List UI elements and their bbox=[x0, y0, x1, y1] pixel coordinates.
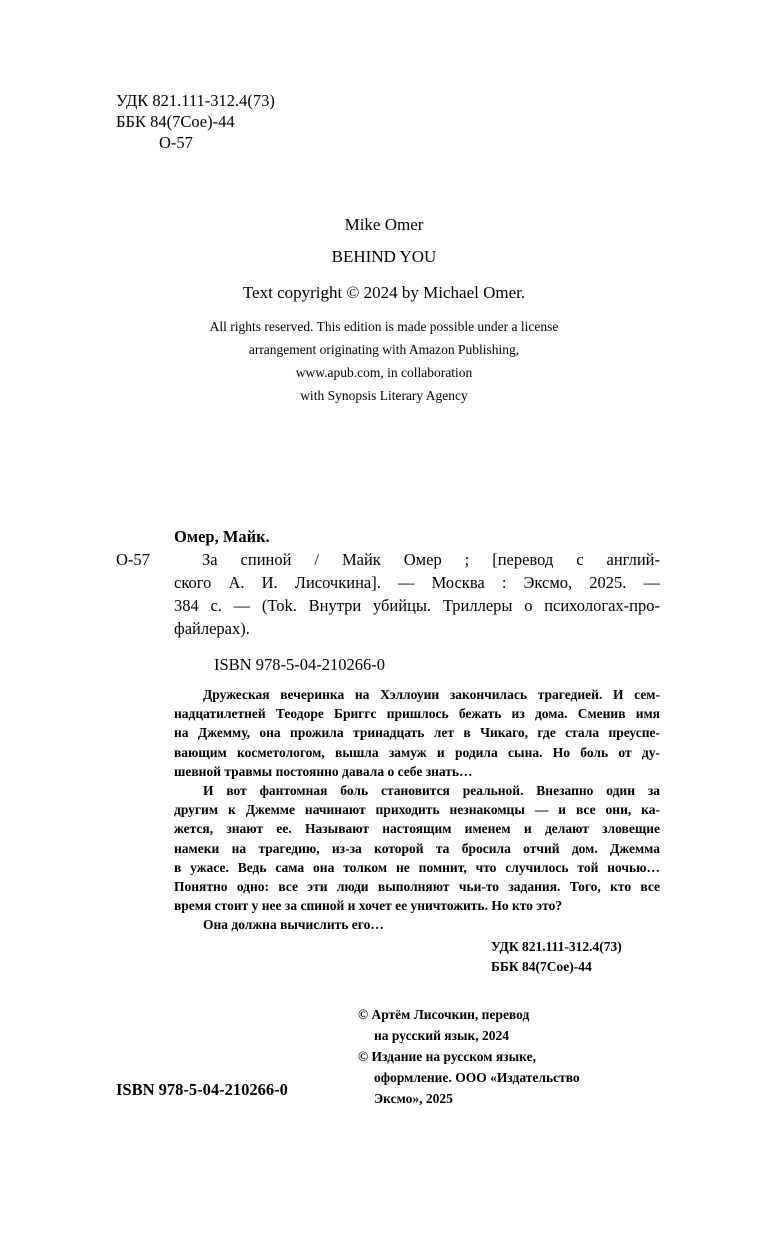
catalog-line: файлерах). bbox=[174, 619, 250, 638]
copyright-line: Эксмо», 2025 bbox=[374, 1091, 453, 1106]
rights-line: arrangement originating with Amazon Publishing, bbox=[248, 342, 520, 357]
catalog-isbn: ISBN 978-5-04-210266-0 bbox=[214, 655, 385, 674]
annotation-line: шевной травмы постоянно давала о себе знать… bbox=[174, 763, 473, 779]
annotation-line: Понятно одно: все эти люди выполняют чьи-то задания. Того, кто все bbox=[174, 879, 660, 894]
header-code: О-57 bbox=[159, 133, 193, 152]
annotation-line: надцатилетней Теодоре Бриггс пришлось бежать из дома. Сменив имя bbox=[174, 706, 660, 722]
annotation-line: Она должна вычислить его… bbox=[203, 917, 384, 933]
annotation-line: время стоит у нее за спиной и хочет ее уничтожить. Но кто это? bbox=[174, 898, 563, 914]
footer-isbn: ISBN 978-5-04-210266-0 bbox=[116, 1080, 288, 1099]
footer-udk: УДК 821.111-312.4(73) bbox=[491, 939, 622, 954]
original-title: BEHIND YOU bbox=[331, 247, 437, 266]
original-copyright: Text copyright © 2024 by Michael Omer. bbox=[242, 283, 526, 302]
rights-line: www.apub.com, in collaboration bbox=[295, 365, 473, 380]
annotation-line: в ужасе. Ведь сама она толком не помнит, что случилось той ночью… bbox=[174, 859, 660, 875]
footer-bbk: ББК 84(7Сое)-44 bbox=[491, 959, 592, 974]
annotation-line: другим к Джемме начинают приходить незнакомцы — и все они, ка- bbox=[174, 802, 660, 818]
rights-line: All rights reserved. This edition is made possible under a license bbox=[209, 319, 559, 334]
catalog-code: О-57 bbox=[116, 550, 150, 569]
annotation-line: И вот фантомная боль становится реальной. Внезапно один за bbox=[203, 783, 660, 798]
annotation-line: на Джемму, она прожила тринадцать лет в Чикаго, где стала преуспе- bbox=[174, 725, 660, 741]
rights-line: with Synopsis Literary Agency bbox=[300, 388, 468, 403]
header-udk: УДК 821.111-312.4(73) bbox=[116, 91, 275, 110]
catalog-line: 384 с. — (Tok. Внутри убийцы. Триллеры о психологах-про- bbox=[174, 596, 660, 615]
annotation-line: вающим косметологом, вышла замуж и родила сына. Но боль от ду- bbox=[174, 744, 660, 760]
header-bbk: ББК 84(7Сое)-44 bbox=[116, 112, 235, 131]
copyright-line: © Издание на русском языке, bbox=[358, 1049, 536, 1064]
copyright-line: оформление. ООО «Издательство bbox=[374, 1070, 580, 1085]
annotation-line: жется, знают ее. Называют настоящим именем и делают зловещие bbox=[174, 821, 660, 837]
copyright-line: © Артём Лисочкин, перевод bbox=[358, 1007, 530, 1022]
original-author: Mike Omer bbox=[344, 215, 424, 234]
catalog-line: За спиной / Майк Омер ; [перевод с англий- bbox=[202, 550, 660, 569]
annotation-line: намеки на трагедию, из-за которой та бросила отчий дом. Джемма bbox=[174, 840, 660, 856]
catalog-author: Омер, Майк. bbox=[174, 527, 270, 546]
annotation-line: Дружеская вечеринка на Хэллоуин закончилась трагедией. И сем- bbox=[203, 687, 660, 702]
catalog-line: ского А. И. Лисочкина]. — Москва : Эксмо, 2025. — bbox=[174, 573, 660, 592]
copyright-line: на русский язык, 2024 bbox=[374, 1028, 510, 1043]
